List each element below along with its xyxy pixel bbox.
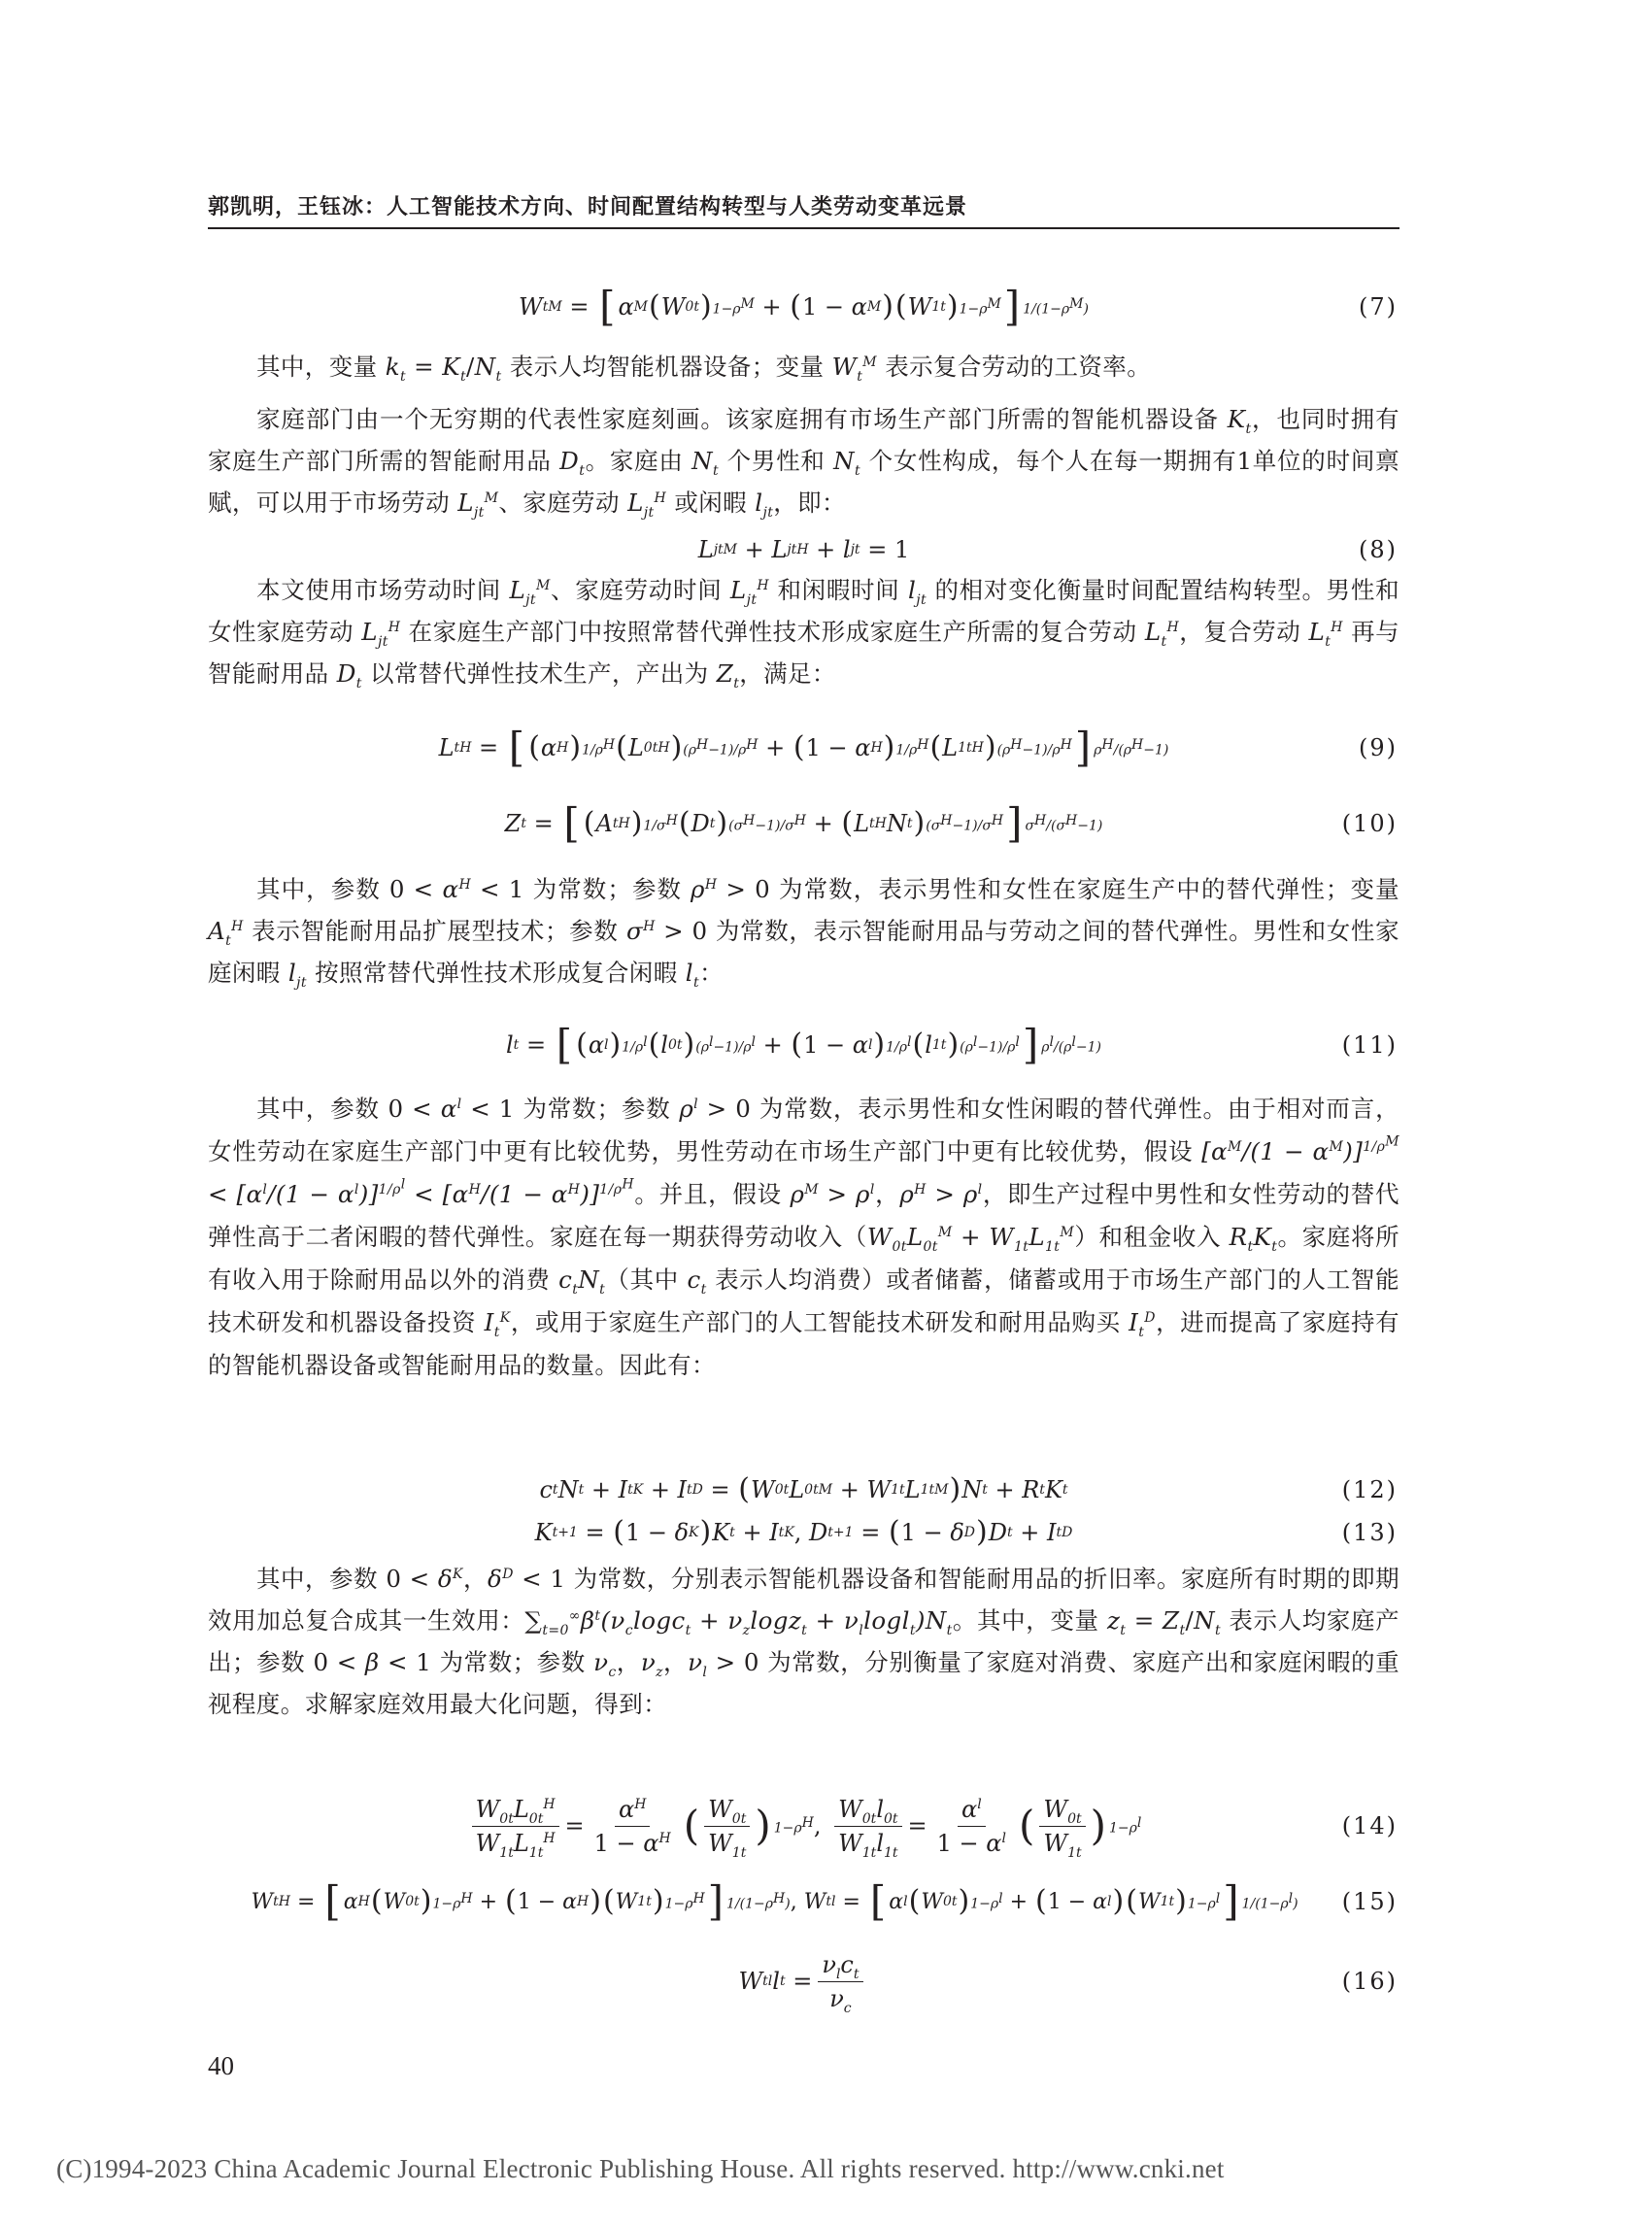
page-number: 40 [208,2051,234,2080]
equation-11 [208,1016,1399,1074]
equation-11-body: l t = [ ( α l ) $1/\rho^l$ ( l 0t ) $(\rho^l-1)/\rho^l$ + ( 1 − α l ) $1/\rho^l$ ( l 1t ) $(\rho^l-1)/\rho^l$ ] $\rho^l/(\rho^l-1)$ [505,1021,1101,1068]
equation-number-13: (13) [1341,1519,1398,1546]
paragraph-1: 其中，变量 $k_t = K_t/N_t$ 表示人均智能机器设备；变量 $W_t^M$ 表示复合劳动的工资率。 [256,353,1152,385]
equation-13 [208,1503,1399,1562]
equation-14 [208,1787,1399,1865]
equation-number-7: (7) [1359,293,1398,320]
equation-15-body: W t H = [ α H ( W 0t ) $1-\rho^H$ + ( 1 − α H ) ( W 1t ) $1-\rho^H$ ] $1/(1-\rho^H)$ , W t l = [ α l ( W 0t ) $1-\rho^l$ + ( 1 − α l ) ( W 1t ) $1-\rho^l$ ] $1/(1-\rho^l)$ [251,1877,1298,1925]
equation-9 [208,719,1399,777]
equation-number-15: (15) [1341,1888,1398,1915]
paragraph-2: 家庭部门由一个无穷期的代表性家庭刻画。该家庭拥有市场生产部门所需的智能机器设备 $K_t$，也同时拥有家庭生产部门所需的智能耐用品 $D_t$。家庭由 $N_t$ 个男性和 $N_t$ 个女性构成，每个人在每一期拥有1单位的时间禀赋，可以用于市场劳动 $L_{jt}^M$、家庭劳动 $L_{jt}^H$ 或闲暇 $l_{jt}$，即： [208,405,1399,521]
paragraph-4: 其中，参数 $0 < \alpha^H < 1$ 为常数；参数 $\rho^H > 0$ 为常数，表示男性和女性在家庭生产中的替代弹性；变量 $A_t^H$ 表示智能耐用品扩展型技术；参数 $\sigma^H > 0$ 为常数，表示智能耐用品与劳动之间的替代弹性。男性和女性家庭闲暇 $l_{jt}$ 按照常替代弹性技术形成复合闲暇 $l_t$： [208,875,1399,991]
equation-10-body: Z t = [ ( A t H ) $1/\sigma^H$ ( D t ) $(\sigma^H-1)/\sigma^H$ + ( L t H N t ) $(\sigma^H-1)/\sigma^H$ ] $\sigma^H/(\sigma^H-1)$ [504,799,1103,847]
equation-8-body: L jt M + L jt H + l jt = 1 [697,536,910,563]
equation-16 [208,1942,1399,2020]
equation-number-12: (12) [1341,1476,1398,1503]
equation-13-body: K t+1 = ( 1 − δ K ) K t + I t K , D t+1 = ( 1 − δ D ) D t + I t D [534,1515,1073,1549]
paragraph-5: 其中，参数 $0 < \alpha^l < 1$ 为常数；参数 $\rho^l > 0$ 为常数，表示男性和女性闲暇的替代弹性。由于相对而言，女性劳动在家庭生产部门中更有比较优势，男性劳动在市场生产部门中更有比较优势，假设 $[\alpha^M/(1 - \alpha^M)]^{1/\rho^M} < [\alpha^l/(1 - \alpha^l)]^{1/\rho^l} < [\alpha^H/(1 - \alpha^H)]^{1/\rho^H}$。并且，假设 $\rho^M > \rho^l$，$\rho^H > \rho^l$，即生产过程中男性和女性劳动的替代弹性高于二者闲暇的替代弹性。家庭在每一期获得劳动收入$(W_{0t}L_{0t}^M + W_{1t}L_{1t}^M)$和租金收入 $R_tK_t$。家庭将所有收入用于除耐用品以外的消费 $c_tN_t$（其中 $c_t$ 表示人均消费）或者储蓄，储蓄或用于市场生产部门的人工智能技术研发和机器设备投资 $I_t^K$，或用于家庭生产部门的人工智能技术研发和耐用品购买 $I_t^D$，进而提高了家庭持有的智能机器设备或智能耐用品的数量。因此有： [208,1095,1400,1379]
paragraph-3: 本文使用市场劳动时间 $L_{jt}^M$、家庭劳动时间 $L_{jt}^H$ 和闲暇时间 $l_{jt}$ 的相对变化衡量时间配置结构转型。男性和女性家庭劳动 $L_{jt}^H$ 在家庭生产部门中按照常替代弹性技术形成家庭生产所需的复合劳动 $L_t^H$，复合劳动 $L_t^H$ 再与智能耐用品 $D_t$ 以常替代弹性技术生产，产出为 $Z_t$，满足： [208,576,1400,691]
equation-12-body: c t N t + I t K + I t D = ( W 0t L 0t M + W 1t L 1t M ) N t + R t K t [539,1472,1068,1506]
equation-number-8: (8) [1359,536,1398,563]
equation-16-body: W t l l t = $\frac{\nu_lc_t}{\nu_c}$ [738,1951,868,2012]
equation-10 [208,794,1399,853]
equation-number-11: (11) [1341,1031,1398,1059]
equation-number-14: (14) [1341,1812,1398,1839]
header-rule [208,227,1399,229]
equation-14-body: $\frac{W_{0t}L_{0t}^H}{W_{1t}L_{1t}^H}$ = $\frac{\alpha^H}{1 - \alpha^H}$ ( $\frac{W_{0t}}{W_{1t}}$ ) $1-\rho^H$ , $\frac{W_{0t}l_{0t}}{W_{1t}l_{1t}}$ = $\frac{\alpha^l}{1 - \alpha^l}$ ( $\frac{W_{0t}}{W_{1t}}$ ) $1-\rho^l$ [466,1796,1142,1857]
equation-9-body: L t H = [ ( α H ) $1/\rho^H$ ( L 0t H ) $(\rho^H-1)/\rho^H$ + ( 1 − α H ) $1/\rho^H$ ( L 1t H ) $(\rho^H-1)/\rho^H$ ] $\rho^H/(\rho^H-1)$ [438,724,1169,771]
equation-15 [208,1872,1399,1931]
equation-7-body: W t M = [ α M ( W 0t ) $1-\rho^M$ + ( 1 − α M ) ( W 1t ) $1-\rho^M$ ] $1/(1-\rho^M)$ [519,283,1089,330]
copyright-footer: (C)1994-2023 China Academic Journal Electronic Publishing House. All rights reserved. http://www.cnki.net [56,2154,1225,2183]
equation-number-16: (16) [1341,1968,1398,1995]
equation-number-10: (10) [1341,810,1398,837]
paragraph-6: 其中，参数 $0 < \delta^K$，$\delta^D < 1$ 为常数，分别表示智能机器设备和智能耐用品的折旧率。家庭所有时期的即期效用加总复合成其一生效用：$\sum_{t=0}^\infty\beta^t(\nu_c\log c_t + \nu_z\log z_t + \nu_l\log l_t)N_t$。其中，变量 $z_t = Z_t/N_t$ 表示人均家庭产出；参数 0 < β < 1 为常数；参数 $\nu_c$，$\nu_z$，$\nu_l > 0$ 为常数，分别衡量了家庭对消费、家庭产出和家庭闲暇的重视程度。求解家庭效用最大化问题，得到： [208,1565,1400,1718]
running-header: 郭凯明，王钰冰：人工智能技术方向、时间配置结构转型与人类劳动变革远景 [208,195,968,219]
equation-number-9: (9) [1359,734,1398,761]
equation-7 [208,278,1399,336]
